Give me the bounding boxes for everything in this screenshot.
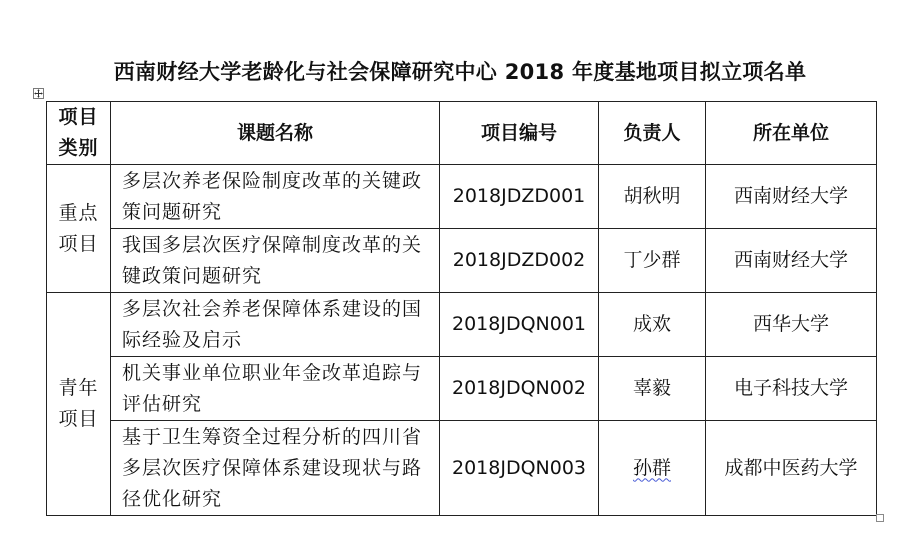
header-topic: 课题名称 <box>111 102 440 165</box>
leader-cell: 丁少群 <box>599 229 706 293</box>
code-cell: 2018JDZD001 <box>440 165 599 229</box>
table-row <box>47 293 877 357</box>
topic-cell: 我国多层次医疗保障制度改革的关键政策问题研究 <box>111 229 440 293</box>
category-key-projects: 重点项目 <box>47 165 111 293</box>
code-cell: 2018JDQN003 <box>440 421 599 516</box>
unit-cell: 西华大学 <box>706 293 877 357</box>
table-row <box>47 357 877 421</box>
header-unit: 所在单位 <box>706 102 877 165</box>
table-row <box>47 421 877 516</box>
unit-cell: 西南财经大学 <box>706 229 877 293</box>
header-code: 项目编号 <box>440 102 599 165</box>
header-leader: 负责人 <box>599 102 706 165</box>
table-resize-handle-icon[interactable] <box>876 514 884 522</box>
table-header-row <box>47 102 877 165</box>
unit-cell: 西南财经大学 <box>706 165 877 229</box>
code-cell: 2018JDQN001 <box>440 293 599 357</box>
table-move-handle-icon[interactable] <box>33 88 44 99</box>
category-youth-projects: 青年项目 <box>47 293 111 516</box>
code-cell: 2018JDQN002 <box>440 357 599 421</box>
topic-cell: 机关事业单位职业年金改革追踪与评估研究 <box>111 357 440 421</box>
topic-cell: 基于卫生筹资全过程分析的四川省多层次医疗保障体系建设现状与路径优化研究 <box>111 421 440 516</box>
code-cell: 2018JDZD002 <box>440 229 599 293</box>
table-row <box>47 229 877 293</box>
table-row <box>47 165 877 229</box>
document-title: 西南财经大学老龄化与社会保障研究中心 2018 年度基地项目拟立项名单 <box>113 60 807 84</box>
topic-cell: 多层次社会养老保障体系建设的国际经验及启示 <box>111 293 440 357</box>
leader-cell: 成欢 <box>599 293 706 357</box>
leader-name-spellcheck[interactable]: 孙群 <box>632 456 671 479</box>
unit-cell: 成都中医药大学 <box>706 421 877 516</box>
move-arrows-icon <box>34 89 43 98</box>
leader-cell: 辜毅 <box>599 357 706 421</box>
leader-cell: 胡秋明 <box>599 165 706 229</box>
leader-cell <box>599 421 706 516</box>
project-table <box>46 101 877 516</box>
unit-cell: 电子科技大学 <box>706 357 877 421</box>
topic-cell: 多层次养老保险制度改革的关键政策问题研究 <box>111 165 440 229</box>
header-category: 项目类别 <box>47 102 111 165</box>
